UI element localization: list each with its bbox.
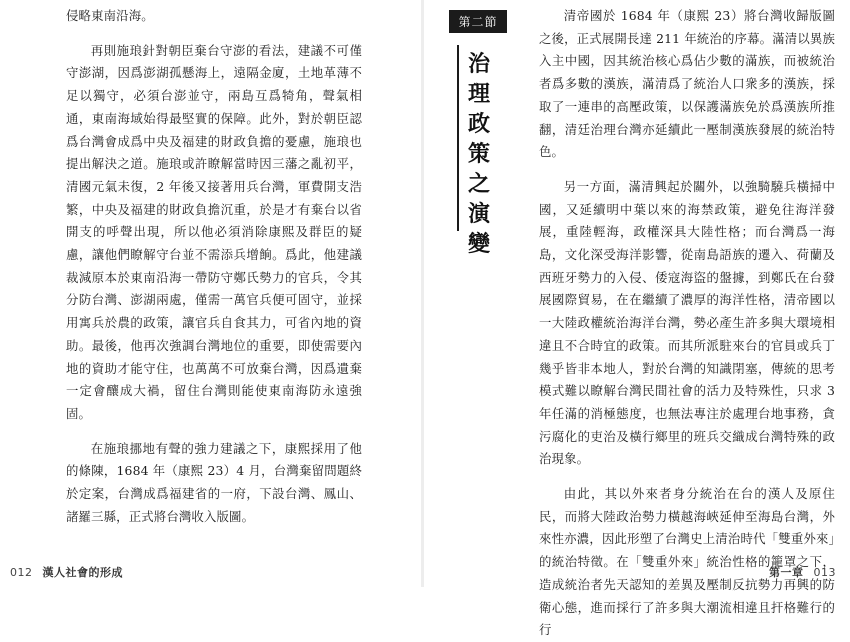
section-title-char: 策	[467, 142, 490, 167]
section-title-char: 之	[467, 172, 490, 197]
right-paragraph: 清帝國於 1684 年（康熙 23）將台灣收歸版圖之後，正式展開長達 211 年統治的序幕。滿清以異族入主中國，因其統治核心爲佔少數的滿族，而被統治者爲多數的漢族，滿清爲了統治人口衆多的漢族，採取了一連串的高壓政策，以保護滿族免於爲漢族所推翻，清廷治理台灣亦延續此一壓制漢族發展的統治特色。	[539, 8, 835, 160]
right-paragraph: 另一方面，滿清興起於關外，以強騎驍兵橫掃中國，又延續明中葉以來的海禁政策，避免往海洋發展，重陸輕海，政權深具大陸性格；而台灣爲一海島，文化深受海洋影響，從南島語族的遷入、荷蘭及西班牙勢力的入侵、倭寇海盜的盤據，到鄭氏在台發展國際貿易，在在繼續了濃厚的海洋性格，清帝國以一大陸政權統治海洋台灣，勢必產生許多與大環境相違且不合時宜的政策。而其所派駐來台的官員或兵丁幾乎皆非本地人，對於台灣的知識閉塞，傳統的思考模式難以瞭解台灣民間社會的活力及特殊性，只求 3 年任滿的消極態度，也無法專注於處理台地事務，貪污腐化的吏治及橫行鄉里的班兵交織成台灣特殊的政治現象。	[539, 178, 835, 467]
book-title: 漢人社會的形成	[42, 566, 123, 579]
left-page-number: 012	[10, 566, 33, 579]
left-footer	[4, 564, 123, 580]
section-title-char: 演	[467, 202, 490, 227]
right-paragraph: 由此，其以外來者身分統治在台的漢人及原住民，而將大陸政治勢力橫越海峽延伸至海島台灣，外來性亦濃，因此形塑了台灣史上清治時代「雙重外來」的統治特徵。在「雙重外來」統治性格的籠罩之下，造成統治者先天認知的差異及壓制反抗勢力再興的防衛心態，進而採行了許多與大潮流相違且扞格難行的行	[539, 486, 835, 638]
book-gutter	[421, 0, 424, 587]
section-title-char: 治	[467, 52, 490, 77]
chapter-label: 第一章	[769, 566, 804, 579]
right-page-number: 013	[813, 566, 836, 579]
left-paragraph: 再則施琅針對朝臣棄台守澎的看法，建議不可僅守澎湖，因爲澎湖孤懸海上，遠隔金廈，土地革薄不足以獨守，必須台澎並守，兩島互爲犄角，聲氣相通，東南海域始得最堅實的保障。此外，對於朝臣認爲台灣會成爲中央及福建的財政負擔的憂慮，施琅也提出解決之道。施琅或許瞭解當時因三藩之亂初平，清國元氣未復，2 年後又接著用兵台灣，軍費開支浩繁，中央及福建的財政負擔沉重，於是才有棄台以省開支的呼聲出現，所以他必須消除康熙及群臣的疑慮，讓他們瞭解守台並不需添兵增餉。爲此，他建議裁減原本於東南沿海一帶防守鄭氏勢力的官兵，令其分防台灣、澎湖兩處，僅需一萬官兵便可固守，並採用寓兵於農的政策，讓官兵自食其力，可省內地的資助。最後，他再次強調台灣地位的重要，即使需要內地的資助才能守住，也萬萬不可放棄台灣，因爲遺棄一定會釀成大禍，留住台灣則能使東南海防永遠強固。	[66, 42, 362, 421]
left-paragraph: 在施琅挪地有聲的強力建議之下，康熙採用了他的條陳，1684 年（康熙 23）4 月，台灣棄留問題終於定案，台灣成爲福建省的一府，下設台灣、鳳山、諸羅三縣，正式將台灣收入版圖。	[66, 440, 362, 524]
section-title-char: 變	[467, 232, 490, 257]
section-title	[466, 50, 492, 260]
section-title-char: 政	[467, 112, 490, 137]
section-tag: 第二節	[449, 10, 507, 33]
right-page	[425, 0, 850, 638]
right-body-text	[539, 5, 835, 642]
section-title-char: 理	[467, 82, 490, 107]
title-rule	[457, 45, 459, 231]
left-page	[0, 0, 420, 587]
left-body-text	[66, 5, 362, 528]
left-paragraph: 侵略東南沿海。	[66, 8, 154, 23]
right-footer	[769, 564, 842, 580]
